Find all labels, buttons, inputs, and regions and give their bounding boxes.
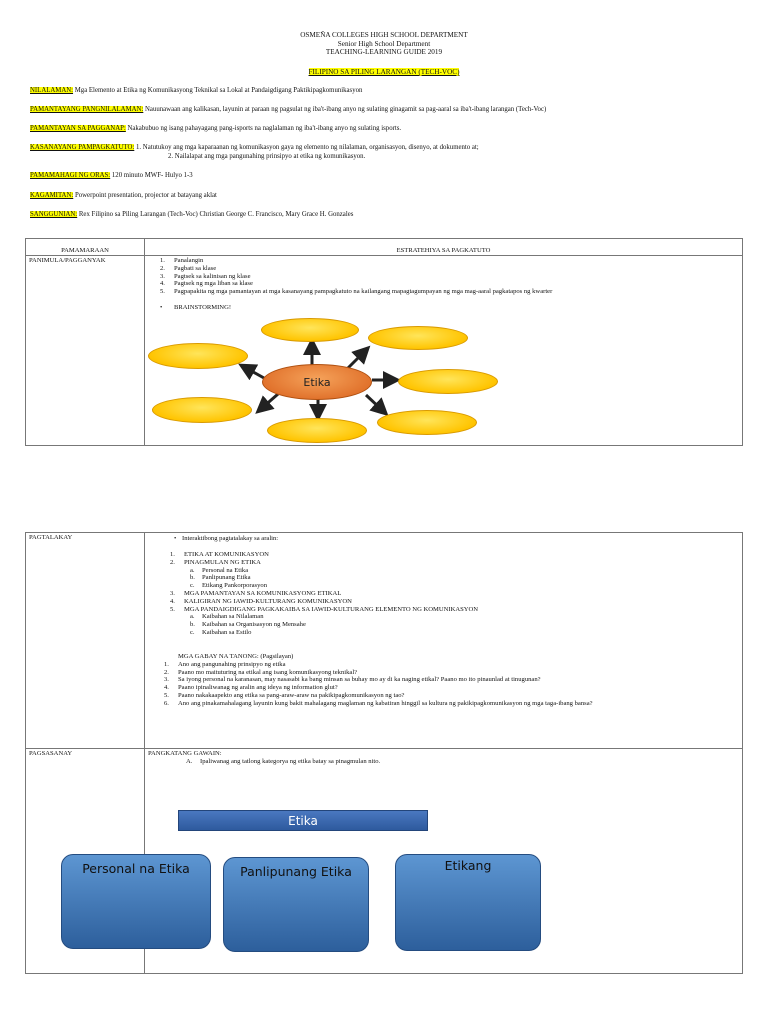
guide-questions-title: MGA GABAY NA TANONG: (Pagsilayan) — [178, 652, 294, 660]
list-item: 3. Sa iyong personal na karanasan, may nasasabi ka bang minsan sa buhay mo ay di ka naging etikal? Paano mo ito pinaunlad at tinugunan? — [164, 676, 541, 684]
row-pagsasanay-label: PAGSASANAY — [26, 749, 145, 974]
list-item: 2. Paano mo maituturing na etikal ang isang komunikasyong teknikal? — [164, 668, 358, 676]
brainstorm-oval-bottom — [267, 418, 367, 443]
row-pagtalakay-content — [145, 533, 743, 749]
topic-list — [170, 551, 739, 637]
list-item: 2. PINAGMULAN NG ETIKA — [170, 558, 261, 566]
nilalaman-label: NILALAMAN: — [30, 87, 74, 94]
row-pagtalakay-label: PAGTALAKAY — [26, 533, 145, 749]
kasanayan-text-2: 2. Nailalapat ang mga pangunahing prinsipyo at etika ng komunikasyon. — [168, 153, 366, 160]
gawain-item: A. Ipaliwanag ang tatlong kategorya ng etika batay sa pinagmulan nito. — [186, 758, 381, 765]
category-etikang: Etikang — [395, 854, 541, 951]
list-item: 5. Pagpapakita ng mga pamantayan at mga kasanayang pampagkatuto na kailangang mapagtagumpayan ng mga mag-aaral pagkatapos ng kwarter — [160, 288, 553, 296]
category-personal: Personal na Etika — [61, 854, 211, 949]
question-list — [164, 661, 739, 708]
list-item: 4. Paano ipinaliwanag ng aralin ang ideya ng information glut? — [164, 684, 338, 692]
list-item: 1. Panalangin — [160, 257, 204, 264]
brainstorm-oval-left — [148, 343, 248, 369]
sanggunian-label: SANGGUNIAN: — [30, 211, 78, 218]
list-item: 6. Ano ang pinakamahalagang layunin kung bakit mahalagang maglaman ng kabatiran hinggil sa kultura ng pakikipagkomunikasyon ng mga taga-ibang bansa? — [164, 699, 593, 707]
pagtalakay-bullet: • Interaktibong pagtatalakay sa aralin: — [174, 535, 279, 542]
brainstorm-oval-bottom-right — [377, 410, 477, 435]
brainstorm-oval-top-right — [368, 326, 468, 350]
row-panimula-label: PANIMULA/PAGGANYAK — [26, 256, 145, 446]
category-panlipunan: Panlipunang Etika — [223, 857, 369, 952]
list-item: 1. ETIKA AT KOMUNIKASYON — [170, 551, 269, 558]
kagamitan-line — [30, 191, 217, 200]
col-pamamaraan: PAMAMARAAN — [26, 239, 145, 256]
list-item: a. Kaibahan sa Nilalaman — [190, 613, 264, 621]
pamantayang-label: PAMANTAYANG PANGNILALAMAN: — [30, 106, 144, 113]
department: Senior High School Department — [337, 40, 431, 48]
sanggunian-line — [30, 210, 353, 219]
brainstorm-center-label: Etika — [303, 375, 331, 389]
list-item: 1. Ano ang pangunahing prinsipyo ng etika — [164, 660, 286, 668]
sanggunian-text: Rex Filipino sa Piling Larangan (Tech-Voc) Christian George C. Francisco, Mary Grace H. Gonzales — [77, 211, 354, 218]
list-item: 4. KALIGIRAN NG IAWID-KULTURANG KOMUNIKASYON — [170, 597, 352, 605]
kasanayan-label: KASANAYANG PAMPAGKATUTO: — [30, 144, 135, 151]
pamantayang-line — [30, 105, 546, 114]
subject-title — [0, 68, 768, 77]
pamantayang-text: Nauunawaan ang kalikasan, layunin at paraan ng pagsulat ng iba't-ibang anyo ng sulating ginagamit sa pag-aaral sa iba't-ibang larangan (Tech-Voc) — [143, 106, 547, 113]
list-item: 3. Pagtsek sa kalinisan ng klase — [160, 272, 251, 280]
panimula-list — [160, 257, 739, 296]
school-name: OSMEÑA COLLEGES HIGH SCHOOL DEPARTMENT — [300, 31, 468, 39]
col-estratehiya: ESTRATEHIYA SA PAGKATUTO — [145, 239, 743, 256]
brainstorm-oval-bottom-left — [152, 397, 252, 423]
list-item: c. Etikang Pankorporasyon — [190, 582, 268, 590]
oras-text: 120 minuto MWF- Hulyo 1-3 — [110, 172, 193, 179]
list-item: a. Personal na Etika — [190, 566, 249, 574]
nilalaman-line — [30, 86, 362, 95]
subject-title-text: FILIPINO SA PILING LARANGAN (TECH-VOC) — [308, 68, 460, 76]
kagamitan-text: Powerpoint presentation, projector at batayang aklat — [73, 192, 217, 199]
brainstorm-oval-right — [398, 369, 498, 394]
list-item: b. Kaibahan sa Organisasyon ng Mensahe — [190, 621, 306, 629]
kagamitan-label: KAGAMITAN: — [30, 192, 74, 199]
pagganap-text: Nakabubuo ng isang pahayagang pang-isports na naglalaman ng iba't-ibang anyo ng sulating isports. — [125, 125, 402, 132]
list-item: 4. Pagtsek ng mga liban sa klase — [160, 280, 253, 288]
brainstorm-center — [262, 364, 372, 400]
list-item: 2. Pagbati sa klase — [160, 264, 217, 272]
oras-line — [30, 171, 193, 180]
oras-label: PAMAMAHAGI NG ORAS: — [30, 172, 111, 179]
kasanayan-text: 1. Natutukoy ang mga kaparaanan ng komunikasyon gaya ng elemento ng nilalaman, organisasyon, disenyo, at dokumento at; — [134, 144, 479, 151]
nilalaman-text: Mga Elemento at Etika ng Komunikasyong Teknikal sa Lokal at Pandaigdigang Paktikipagkomunikasyon — [73, 87, 363, 94]
list-item: 5. MGA PANDAIGDIGANG PAGKAKAIBA SA IAWID-KULTURANG ELEMENTO NG KOMUNIKASYON — [170, 605, 479, 613]
list-item: b. Panlipunang Etika — [190, 574, 251, 582]
brainstorm-bullet: • BRAINSTORMING! — [160, 303, 232, 311]
gawain-title: PANGKATANG GAWAIN: — [148, 750, 222, 757]
list-item: 5. Paano nakakaapekto ang etika sa pang-araw-araw na pakikipagkomunikasyon ng tao? — [164, 691, 405, 699]
pagganap-line — [30, 124, 401, 133]
kasanayan-line — [30, 143, 479, 152]
guide-title: TEACHING-LEARNING GUIDE 2019 — [325, 48, 443, 56]
list-item: 3. MGA PAMANTAYAN SA KOMUNIKASYONG ETIKAL — [170, 589, 342, 597]
etika-header-bar: Etika — [178, 810, 428, 831]
list-item: c. Kaibahan sa Estilo — [190, 628, 252, 636]
pagganap-label: PAMANTAYAN SA PAGGANAP: — [30, 125, 126, 132]
brainstorm-oval-top — [261, 318, 359, 342]
